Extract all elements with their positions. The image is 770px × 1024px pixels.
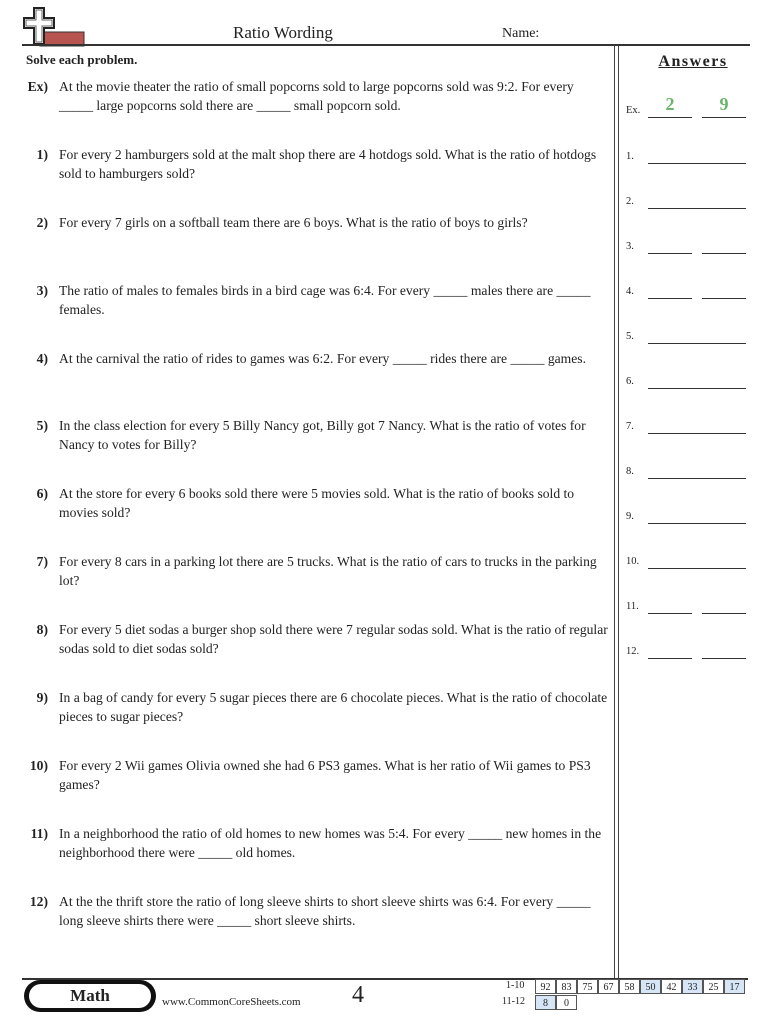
answer-label: 3. — [626, 241, 634, 252]
problem-text: For every 5 diet sodas a burger shop sold there were 7 regular sodas sold. What is the ratio of regular sodas sold to diet sodas sold? — [59, 622, 608, 656]
website-link[interactable]: www.CommonCoreSheets.com — [162, 996, 301, 1008]
answer-blank[interactable] — [702, 117, 746, 118]
answer-blank[interactable] — [648, 298, 692, 299]
answer-label: 1. — [626, 151, 634, 162]
answer-label: 2. — [626, 196, 634, 207]
answer-row-11 — [626, 594, 748, 614]
answer-label: 8. — [626, 466, 634, 477]
answer-blank[interactable] — [648, 478, 746, 479]
example-answer-value: 2 — [665, 94, 675, 114]
score-cell: 42 — [661, 979, 682, 994]
problem-number: Ex) — [27, 79, 48, 94]
problem-text: At the carnival the ratio of rides to games was 6:2. For every _____ rides there are _____ games. — [59, 351, 586, 366]
answers-heading: Answers — [658, 53, 728, 70]
answer-label: 6. — [626, 376, 634, 387]
answer-label: 5. — [626, 331, 634, 342]
answer-row-10 — [626, 549, 748, 569]
problem-number: 5) — [36, 418, 48, 433]
page-number: 4 — [352, 982, 364, 1008]
score-cell: 33 — [682, 979, 703, 994]
answer-blank[interactable] — [648, 388, 746, 389]
answer-label: 10. — [626, 556, 640, 567]
answer-column-divider-1 — [614, 46, 615, 978]
problem-text: In a bag of candy for every 5 sugar pieces there are 6 chocolate pieces. What is the ratio of chocolate pieces to sugar pieces? — [59, 690, 608, 724]
plus-logo-icon — [22, 6, 86, 48]
problem-number: 8) — [36, 622, 48, 637]
score-cell: 92 — [535, 979, 556, 994]
answer-row-5 — [626, 324, 748, 344]
answer-label: 9. — [626, 511, 634, 522]
score-cell: 17 — [724, 979, 745, 994]
answer-row-2 — [626, 189, 748, 209]
score-cell: 50 — [640, 979, 661, 994]
problem-text: For every 8 cars in a parking lot there are 5 trucks. What is the ratio of cars to trucks in the parking lot? — [59, 554, 597, 588]
score-cell: 25 — [703, 979, 724, 994]
problem-number: 1) — [36, 147, 48, 162]
problem-text: For every 2 hamburgers sold at the malt shop there are 4 hotdogs sold. What is the ratio of hotdogs sold to hamburgers sold? — [59, 147, 597, 181]
answer-blank[interactable] — [648, 117, 692, 118]
score-cell: 83 — [556, 979, 577, 994]
answer-blank[interactable] — [648, 208, 746, 209]
answer-blank[interactable] — [648, 433, 746, 434]
problem-number: 10) — [29, 758, 48, 773]
problem-number: 9) — [36, 690, 48, 705]
problem-text: At the movie theater the ratio of small popcorns sold to large popcorns sold was 9:2. For every _____ large popcorns sold there are _____ small popcorn sold. — [59, 79, 574, 113]
header-divider — [22, 44, 750, 46]
score-cell: 0 — [556, 995, 577, 1010]
answer-blank[interactable] — [648, 658, 692, 659]
answer-row-6 — [626, 369, 748, 389]
problem-text: For every 7 girls on a softball team there are 6 boys. What is the ratio of boys to girls? — [59, 215, 528, 230]
problem-number: 12) — [29, 894, 48, 909]
answer-blank[interactable] — [702, 298, 746, 299]
answer-row-9 — [626, 504, 748, 524]
score-cell: 67 — [598, 979, 619, 994]
answer-blank[interactable] — [648, 253, 692, 254]
answer-row-1 — [626, 144, 748, 164]
answer-blank[interactable] — [702, 613, 746, 614]
answer-row-7 — [626, 414, 748, 434]
problem-number: 2) — [36, 215, 48, 230]
answer-row-12 — [626, 639, 748, 659]
problem-number: 11) — [30, 826, 48, 841]
name-label: Name: — [502, 26, 540, 41]
problem-text: At the store for every 6 books sold there were 5 movies sold. What is the ratio of books sold to movies sold? — [59, 486, 575, 520]
score-row-label: 1-10 — [506, 980, 525, 991]
problem-text: For every 2 Wii games Olivia owned she had 6 PS3 games. What is her ratio of Wii games to PS3 games? — [59, 758, 591, 792]
math-badge — [24, 980, 156, 1012]
answer-blank[interactable] — [648, 343, 746, 344]
problem-text: At the the thrift store the ratio of long sleeve shirts to short sleeve shirts was 6:4. For every _____ long sleeve shirts there were _____ short sleeve shirts. — [59, 894, 591, 928]
answer-label: Ex. — [626, 105, 641, 116]
example-answer-value: 9 — [719, 94, 729, 114]
score-cell: 8 — [535, 995, 556, 1010]
problem-text: In a neighborhood the ratio of old homes to new homes was 5:4. For every _____ new homes in the neighborhood there were _____ old homes. — [59, 826, 602, 860]
score-cell: 58 — [619, 979, 640, 994]
answer-label: 4. — [626, 286, 634, 297]
problem-number: 4) — [36, 351, 48, 366]
answer-row-8 — [626, 459, 748, 479]
answer-blank[interactable] — [648, 523, 746, 524]
problem-text: In the class election for every 5 Billy Nancy got, Billy got 7 Nancy. What is the ratio of votes for Nancy to votes for Billy? — [59, 418, 586, 452]
problem-number: 7) — [36, 554, 48, 569]
answer-label: 11. — [626, 601, 639, 612]
score-row-label: 11-12 — [502, 996, 525, 1007]
answer-column-divider-2 — [618, 46, 619, 978]
answer-blank[interactable] — [648, 613, 692, 614]
problem-text: The ratio of males to females birds in a bird cage was 6:4. For every _____ males there are _____ females. — [59, 283, 591, 317]
answer-blank[interactable] — [648, 568, 746, 569]
problem-number: 3) — [36, 283, 48, 298]
problem-number: 6) — [36, 486, 48, 501]
answer-blank[interactable] — [702, 658, 746, 659]
worksheet-title: Ratio Wording — [233, 23, 333, 42]
answer-row-example — [626, 94, 748, 118]
instructions: Solve each problem. — [26, 52, 138, 67]
math-badge-label: Math — [29, 984, 151, 1008]
answer-row-3 — [626, 234, 748, 254]
answer-label: 12. — [626, 646, 640, 657]
score-cell: 75 — [577, 979, 598, 994]
answer-row-4 — [626, 279, 748, 299]
answer-label: 7. — [626, 421, 634, 432]
answer-blank[interactable] — [648, 163, 746, 164]
answer-blank[interactable] — [702, 253, 746, 254]
